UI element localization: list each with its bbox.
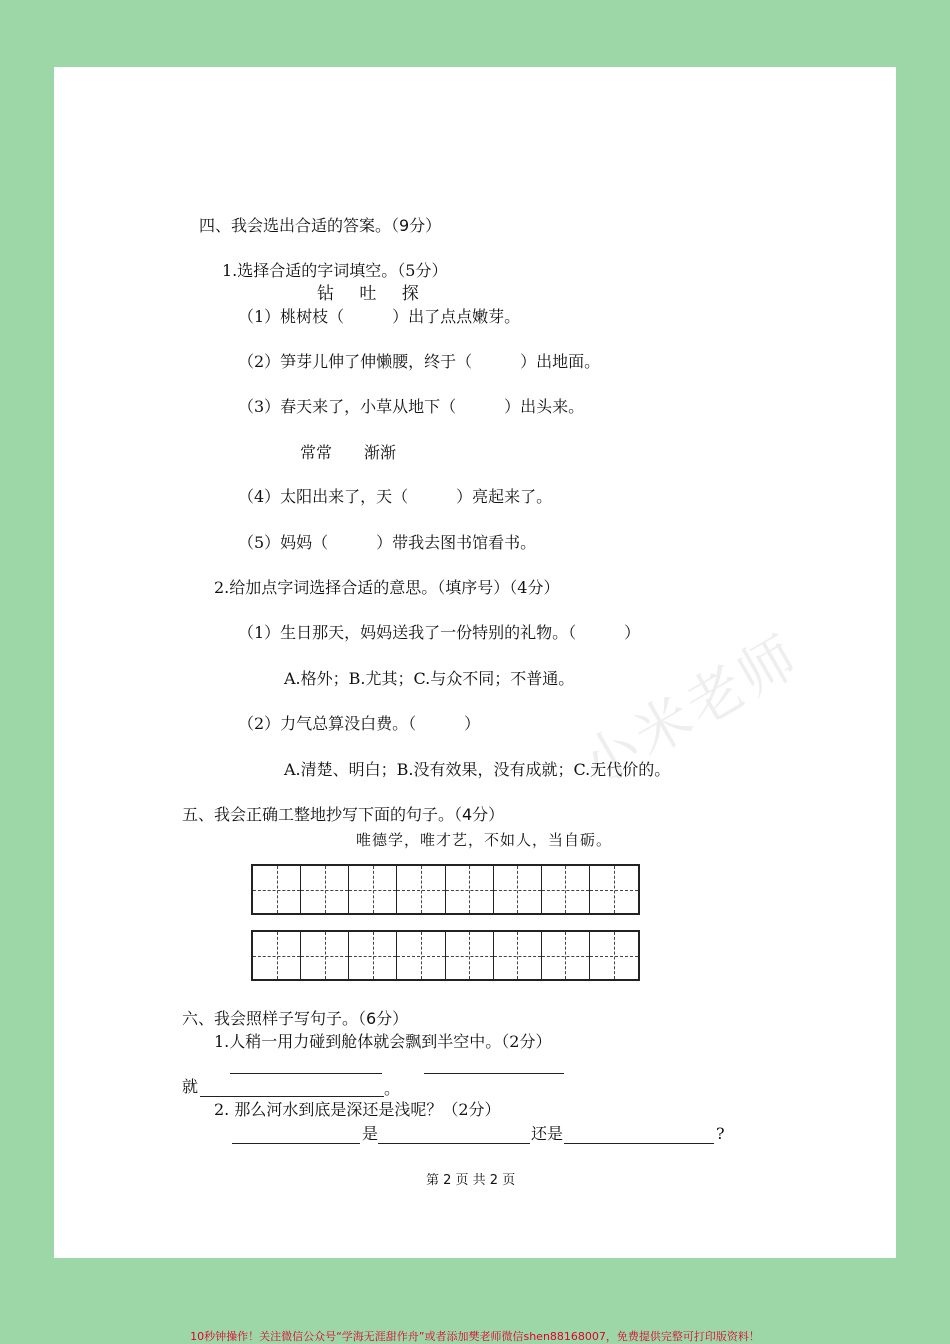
grid-cell[interactable] bbox=[397, 866, 445, 913]
q1-item-5: （5）妈妈（ ）带我去图书馆看书。 bbox=[238, 533, 537, 552]
copy-sentence: 唯德学，唯才艺，不如人，当自砺。 bbox=[356, 831, 613, 849]
grid-cell[interactable] bbox=[494, 932, 542, 979]
s6-q1: 1.人稍一用力碰到舱体就会飘到半空中。（2分） bbox=[214, 1032, 552, 1051]
q2-item-2: （2）力气总算没白费。（ ） bbox=[238, 714, 481, 733]
q1-item-3: （3）春天来了，小草从地下（ ）出头来。 bbox=[238, 397, 585, 416]
answer-line[interactable] bbox=[564, 1143, 714, 1144]
grid-cell[interactable] bbox=[301, 932, 349, 979]
q1-item-2: （2）笋芽儿伸了伸懒腰，终于（ ）出地面。 bbox=[238, 352, 601, 371]
grid-cell[interactable] bbox=[590, 866, 638, 913]
answer-line[interactable] bbox=[230, 1073, 382, 1074]
grid-cell[interactable] bbox=[542, 932, 590, 979]
grid-cell[interactable] bbox=[253, 866, 301, 913]
s6-q2-shi: 是 bbox=[362, 1124, 379, 1143]
grid-cell[interactable] bbox=[494, 866, 542, 913]
grid-cell[interactable] bbox=[446, 932, 494, 979]
grid-cell[interactable] bbox=[253, 932, 301, 979]
exam-page bbox=[54, 67, 896, 1258]
answer-line[interactable] bbox=[378, 1143, 530, 1144]
grid-cell[interactable] bbox=[349, 932, 397, 979]
grid-cell[interactable] bbox=[446, 866, 494, 913]
section4-title: 四、我会选出合适的答案。（9分） bbox=[199, 216, 442, 235]
word-choices-a: 钻 吐 探 bbox=[317, 284, 429, 304]
word-choices-b: 常常 渐渐 bbox=[300, 443, 397, 462]
grid-cell[interactable] bbox=[301, 866, 349, 913]
section6-title: 六、我会照样子写句子。（6分） bbox=[182, 1009, 409, 1028]
q1-item-4: （4）太阳出来了，天（ ）亮起来了。 bbox=[238, 487, 553, 506]
s6-q2-end: ? bbox=[716, 1124, 725, 1143]
page-number: 第 2 页 共 2 页 bbox=[426, 1173, 516, 1188]
grid-cell[interactable] bbox=[590, 932, 638, 979]
answer-line[interactable] bbox=[200, 1096, 384, 1097]
q2-title: 2.给加点字词选择合适的意思。（填序号）（4分） bbox=[214, 578, 560, 597]
section5-title: 五、我会正确工整地抄写下面的句子。（4分） bbox=[182, 805, 505, 824]
q1-title: 1.选择合适的字词填空。（5分） bbox=[222, 261, 448, 280]
q2-item-1-options: A.格外；B.尤其；C.与众不同；不普通。 bbox=[284, 669, 575, 688]
promo-footer: 10秒钟操作！关注微信公众号“学海无涯甜作舟”或者添加樊老师微信shen88168007，免费提供完整可打印版资料！ bbox=[190, 1330, 760, 1343]
q1-item-1: （1）桃树枝（ ）出了点点嫩芽。 bbox=[238, 307, 521, 326]
s6-q1-prefix: 就 bbox=[182, 1077, 199, 1096]
q2-item-2-options: A.清楚、明白；B.没有效果，没有成就；C.无代价的。 bbox=[284, 760, 671, 779]
s6-q2: 2. 那么河水到底是深还是浅呢？（2分） bbox=[214, 1100, 501, 1119]
s6-q2-haishi: 还是 bbox=[531, 1124, 564, 1143]
s6-q1-end: 。 bbox=[384, 1079, 401, 1098]
writing-grid-row-2[interactable] bbox=[251, 930, 640, 981]
answer-line[interactable] bbox=[424, 1073, 564, 1074]
answer-line[interactable] bbox=[232, 1143, 360, 1144]
grid-cell[interactable] bbox=[349, 866, 397, 913]
grid-cell[interactable] bbox=[542, 866, 590, 913]
grid-cell[interactable] bbox=[397, 932, 445, 979]
watermark-text: 小米老师 bbox=[571, 622, 812, 800]
writing-grid-row-1[interactable] bbox=[251, 864, 640, 915]
q2-item-1: （1）生日那天，妈妈送我了一份特别的礼物。（ ） bbox=[238, 623, 641, 642]
